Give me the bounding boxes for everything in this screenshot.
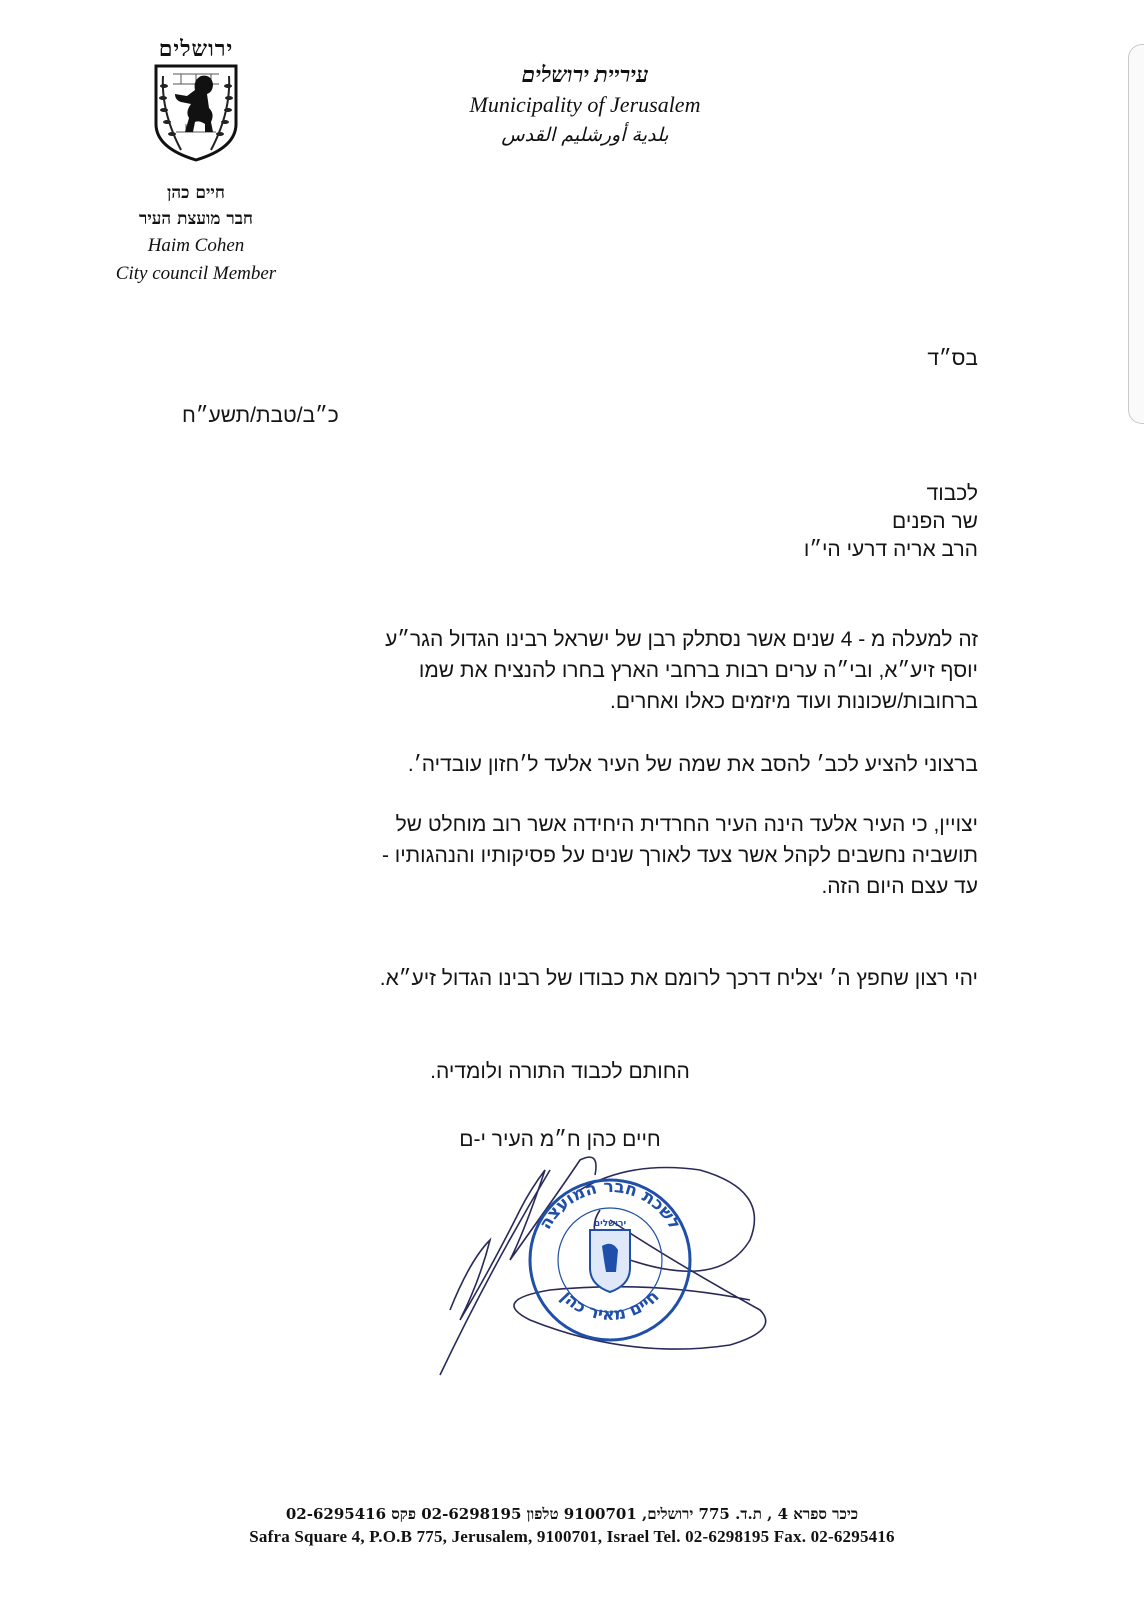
footer-address-hebrew: כיכר ספרא 4 , ת.ד. 775 ירושלים, 9100701 טלפון 02-6298195 פקס 02-6295416 — [285, 1505, 859, 1523]
paragraph-1 — [218, 624, 978, 717]
paragraph-line: יהי רצון שחפץ ה׳ יצליח דרכך לרומם את כבודו של רבינו הגדול זיע״א. — [379, 967, 978, 990]
jerusalem-lion-crest-icon — [151, 62, 241, 162]
recipient-name: הרב אריה דרעי הי״ו — [803, 538, 978, 561]
paragraph-line: עד עצם היום הזה. — [821, 875, 978, 898]
letter-date: כ״ב/טבת/תשע״ח — [182, 404, 339, 427]
paragraph-line: זה למעלה מ - 4 שנים אשר נסתלק רבן של ישראל רבינו הגדול הגר״ע — [385, 628, 978, 651]
paragraph-4 — [178, 963, 978, 994]
paragraph-line: ברחובות/שכונות ועוד מיזמים כאלו ואחרים. — [610, 690, 978, 713]
svg-text:לשכת חבר המועצה: לשכת חבר המועצה — [535, 1176, 685, 1234]
paragraph-line: תושביה נחשבים לקהל אשר צעד לאורך שנים על פסיקותיו והנהגותיו - — [381, 844, 978, 867]
bsd-header: בס״ד — [927, 347, 978, 370]
signature-name: חיים כהן ח״מ העיר י-ם — [459, 1128, 661, 1151]
member-role-hebrew: חבר מועצת העיר — [139, 209, 253, 229]
footer-address-english: Safra Square 4, P.O.B 775, Jerusalem, 9100701, Israel Tel. 02-6298195 Fax. 02-6295416 — [249, 1527, 895, 1546]
municipality-letterhead — [440, 60, 730, 150]
recipient-title: שר הפנים — [892, 510, 978, 533]
paragraph-line: יוסף זיע״א, ובי״ה ערים רבות ברחבי הארץ בחרו להנציח את שמו — [418, 659, 978, 682]
stamp-city: ירושלים — [593, 1219, 627, 1229]
member-name-english: Haim Cohen — [147, 235, 245, 256]
crest-city-name: ירושלים — [158, 36, 234, 62]
recipient-salutation: לכבוד — [926, 482, 978, 505]
council-member-letterhead — [96, 38, 296, 288]
municipality-name-arabic: بلدية أورشليم القدس — [501, 124, 669, 146]
member-role-english: City council Member — [115, 263, 277, 284]
member-name-hebrew: חיים כהן — [167, 183, 225, 203]
paragraph-3 — [218, 809, 978, 902]
municipality-name-hebrew: עיריית ירושלים — [521, 62, 649, 87]
signature-and-stamp — [430, 1150, 790, 1390]
recipient-block — [804, 480, 978, 564]
paragraph-line: ברצוני להציע לכב׳ להסב את שמה של העיר אלעד ל׳חזון עובדיה׳. — [407, 753, 978, 776]
svg-text:חיים מאיר כהן: חיים מאיר כהן — [556, 1286, 664, 1326]
paragraph-line: יצויין, כי העיר אלעד הינה העיר החרדית היחידה אשר רוב מוחלט של — [395, 813, 978, 836]
page-edge-scroll-handle[interactable] — [1128, 44, 1144, 424]
paragraph-2 — [218, 749, 978, 780]
municipality-name-english: Municipality of Jerusalem — [469, 92, 701, 117]
closing-line: החותם לכבוד התורה ולומדיה. — [430, 1060, 690, 1083]
